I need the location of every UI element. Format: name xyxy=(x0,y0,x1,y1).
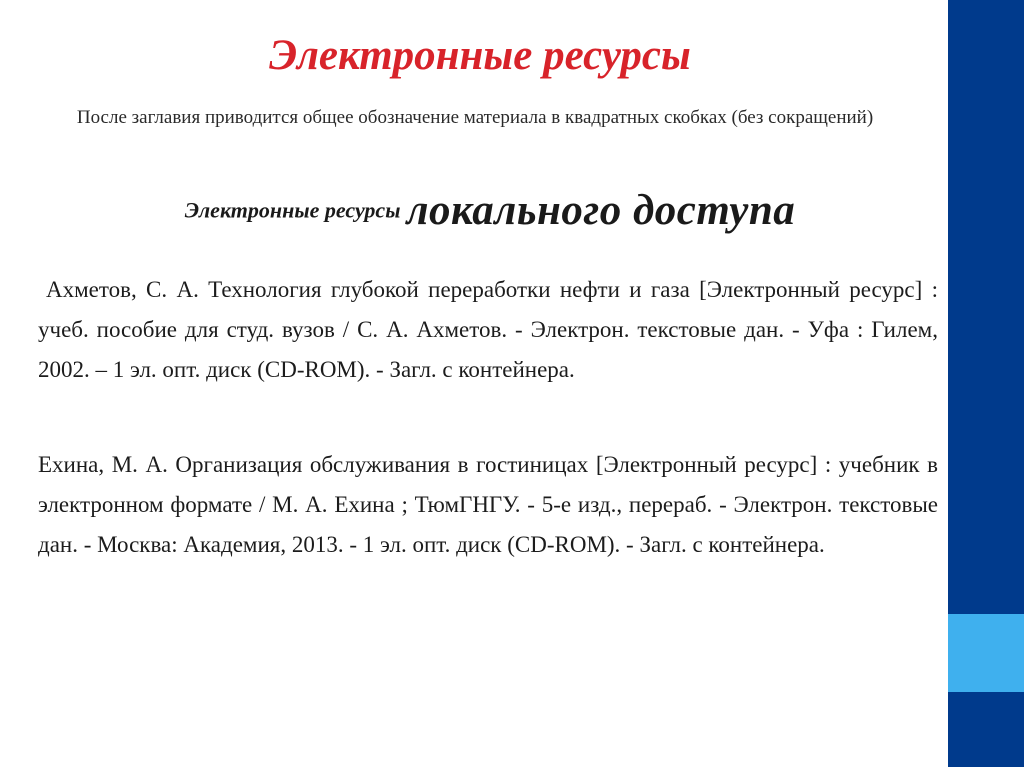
bibliography-entry-text: Ахметов, С. А. Технология глубокой переработки нефти и газа [Электронный ресурс] : учеб. пособие для студ. вузов / С. А. Ахметов. - Электрон. текстовые дан. - Уфа : Гилем, 2002. – 1 эл. опт. диск (CD-ROM). - Загл. с контейнера. xyxy=(38,277,938,382)
bibliography-entry xyxy=(38,445,938,565)
slide-subtitle: После заглавия приводится общее обозначение материала в квадратных скобках (без сокращений) xyxy=(76,107,874,128)
bibliography-entry-text: Ехина, М. А. Организация обслуживания в гостиницах [Электронный ресурс] : учебник в электронном формате / М. А. Ехина ; ТюмГНГУ. - 5-е изд., перераб. - Электрон. текстовые дан. - Москва: Академия, 2013. - 1 эл. опт. диск (CD-ROM). - Загл. с контейнера. xyxy=(38,452,938,557)
section-heading-main: локального доступа xyxy=(406,187,796,234)
decorative-sidebar xyxy=(948,0,1024,767)
section-heading-prefix: Электронные ресурсы xyxy=(184,197,401,223)
slide-title: Электронные ресурсы xyxy=(269,32,691,79)
bibliography-entry xyxy=(38,270,938,390)
section-heading xyxy=(90,186,890,235)
decorative-sidebar-accent xyxy=(948,614,1024,692)
